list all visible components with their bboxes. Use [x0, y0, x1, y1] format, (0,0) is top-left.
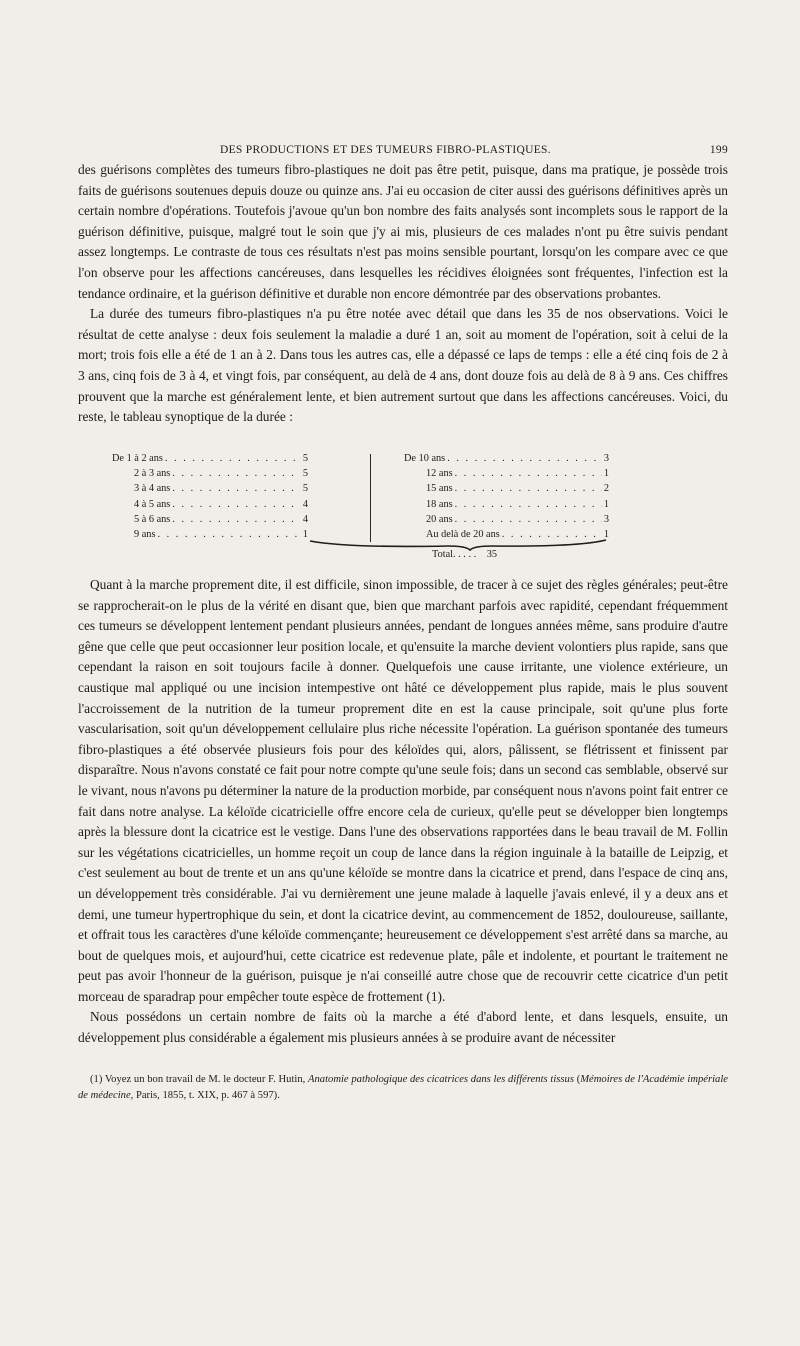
leader-dots: [455, 481, 602, 496]
footnote-italic-source: Mémoires de l'Académie impériale de médecine: [78, 1074, 728, 1101]
row-label: Au delà de 20 ans: [426, 529, 500, 541]
row-value: 1: [603, 529, 609, 541]
footnote-middle: (: [573, 1074, 581, 1085]
row-label: 3 à 4 ans: [134, 483, 171, 495]
footnote-suffix: , Paris, 1855, t. XIX, p. 467 à 597).: [130, 1089, 280, 1101]
table-row: [404, 497, 609, 512]
page-number: 199: [709, 144, 728, 156]
row-value: 5: [302, 483, 308, 495]
row-label: 9 ans: [134, 529, 156, 541]
leader-dots: [172, 497, 301, 512]
table-total: [432, 547, 497, 562]
leader-dots: [165, 451, 301, 466]
row-value: 4: [302, 498, 308, 510]
row-label: 2 à 3 ans: [134, 468, 171, 480]
table-row: [404, 466, 609, 481]
row-label: 20 ans: [426, 513, 453, 525]
duration-table: [112, 451, 612, 571]
leader-dots: [447, 451, 602, 466]
leader-dots: [172, 466, 301, 481]
running-head-title: DES PRODUCTIONS ET DES TUMEURS FIBRO-PLASTIQUES.: [220, 144, 551, 156]
leader-dots: [455, 497, 602, 512]
row-value: 2: [603, 483, 609, 495]
footnote-italic-title: Anatomie pathologique des cicatrices dans les différents tissus: [308, 1074, 574, 1085]
paragraph: Quant à la marche proprement dite, il est difficile, sinon impossible, de tracer à ce sujet des règles générales; peut-être se rapprocherait-on le plus de la vérité en disant que, bien que marchant parfois avec rapidité, cependant fréquemment ces tumeurs se développent lentement pendant plusieurs années, pendant de longues années même, sans produire d'autre gêne que celle que peut occasionner leur position locale, et qu'ensuite la marche devient volontiers plus rapide, sans que cependant la raison en soit toujours facile à donner. Quelquefois une cause irritante, une violence extérieure, un caustique mal appliqué ou une incision intempestive ont hâté ce développement plus rapide, mais le plus souvent l'accroissement de la nutrition de la tumeur proprement dite en est la cause principale, soit qu'une plus forte vascularisation, soit qu'un développement cellulaire plus riche nécessite l'opération. La guérison spontanée des tumeurs fibro-plastiques a été observée plusieurs fois pour des kéloïdes qui, alors, pâlissent, se flétrissent et finissent par disparaître. Nous n'avons constaté ce fait pour notre compte qu'une seule fois; dans un second cas semblable, observé sur le vivant, nous n'avons pu déterminer la nature de la production morbide, par conséquent nous n'avons point fait entrer ce fait dans notre analyse. La kéloïde cicatricielle offre encore cela de curieux, qu'elle peut se développer bien longtemps après la blessure dont la cicatrice est le vestige. Dans l'une des observations rapportées dans le beau travail de M. Follin sur les végétations cicatricielles, un homme reçoit un coup de lance dans la région inguinale à la bataille de Leipzig, et c'est seulement au bout de trente et un ans qu'une kéloïde se montre dans la cicatrice et prend, dans l'espace de cinq ans, un développement très considérable. J'ai vu dernièrement une jeune malade à laquelle j'avais enlevé, il y a deux ans et demi, une tumeur hypertrophique du sein, et dont la cicatrice devint, au commencement de 1852, douloureuse, saillante, et offrait tous les caractères d'une kéloïde commençante; heureusement ce développement s'est arrêté dans sa marche, au bout de quelques mois, et aujourd'hui, cette cicatrice est redevenue plate, pâle et indolente, et pourtant le traitement ne peut pas avoir l'honneur de la guérison, puisque je n'ai conseillé autre chose que de recouvrir cette cicatrice d'un petit morceau de sparadrap pour empêcher toute espèce de frottement (1).: [78, 577, 728, 1004]
duration-table-left-column: [112, 451, 308, 542]
row-label: De 1 à 2 ans: [112, 453, 163, 464]
footnote-text: [78, 1072, 728, 1103]
table-row: [404, 481, 609, 496]
row-label: De 10 ans: [404, 453, 446, 464]
row-value: 1: [603, 498, 609, 510]
body-text-top: [78, 160, 728, 428]
paragraph: La durée des tumeurs fibro-plastiques n'a pu être notée avec détail que dans les 35 de nos observations. Voici le résultat de cette analyse : deux fois seulement la maladie a duré 1 an, soit au moment de l'opération, soit à celui de la mort; trois fois elle a été de 1 an à 2. Dans tous les autres cas, elle a dépassé ce laps de temps : elle a été cinq fois de 2 à 3 ans, cinq fois de 3 à 4, et vingt fois, par conséquent, au delà de 4 ans, dont douze fois au delà de 8 à 9 ans. Ces chiffres prouvent que la marche est généralement lente, et bien autrement surtout que dans les affections cancéreuses. Voici, du reste, le tableau synoptique de la durée :: [78, 306, 728, 425]
table-row: [112, 451, 308, 466]
row-label: 5 à 6 ans: [134, 513, 171, 525]
column-divider: [370, 454, 371, 542]
row-label: 18 ans: [426, 498, 453, 510]
leader-dots: [455, 466, 602, 481]
row-value: 1: [603, 468, 609, 480]
table-row: [112, 481, 308, 496]
paragraph: des guérisons complètes des tumeurs fibro-plastiques ne doit pas être petit, puisque, dans ma pratique, je possède trois faits de guérisons soutenues depuis douze ou quinze ans. J'ai eu occasion de citer aussi des guérisons définitives après un certain nombre d'opérations. Toutefois j'avoue qu'un bon nombre des faits analysés sont incomplets sous le rapport de la guérison définitive, puisque, malgré tout le soin que j'y ai mis, plusieurs de ces malades n'ont pu être suivis pendant assez longtemps. Le contraste de tous ces résultats n'est pas moins sensible pourtant, lorsqu'on les compare avec ce que l'on observe pour les affections cancéreuses, dans lesquelles les récidives éloignées sont fréquentes, l'infection est la tendance ordinaire, et la guérison définitive et durable non encore démontrée par des observations probantes.: [78, 162, 728, 301]
row-value: 1: [302, 529, 308, 541]
paragraph: Nous possédons un certain nombre de faits où la marche a été d'abord lente, et dans lesquels, ensuite, un développement plus considérable a également mis plusieurs années à se produire avant de nécessiter: [78, 1009, 728, 1046]
footnote-prefix: (1) Voyez un bon travail de M. le docteur F. Hutin,: [90, 1074, 309, 1085]
table-row: [112, 512, 308, 527]
total-label: Total. . . . .: [432, 549, 477, 560]
table-row: [404, 512, 609, 527]
leader-dots: [172, 481, 301, 496]
body-text-bottom: [78, 575, 728, 1049]
row-value: 5: [302, 468, 308, 480]
row-value: 5: [302, 453, 308, 464]
total-value: 35: [486, 549, 498, 560]
row-label: 15 ans: [426, 483, 453, 495]
row-label: 12 ans: [426, 468, 453, 480]
row-value: 3: [603, 513, 609, 525]
row-label: 4 à 5 ans: [134, 498, 171, 510]
table-row: [112, 527, 308, 542]
table-row: [112, 497, 308, 512]
leader-dots: [157, 527, 300, 542]
row-value: 3: [603, 453, 609, 464]
table-row: [112, 466, 308, 481]
leader-dots: [172, 512, 301, 527]
row-value: 4: [302, 513, 308, 525]
leader-dots: [455, 512, 602, 527]
duration-table-right-column: [404, 451, 609, 542]
footnote: [78, 1072, 728, 1103]
table-row: [404, 451, 609, 466]
